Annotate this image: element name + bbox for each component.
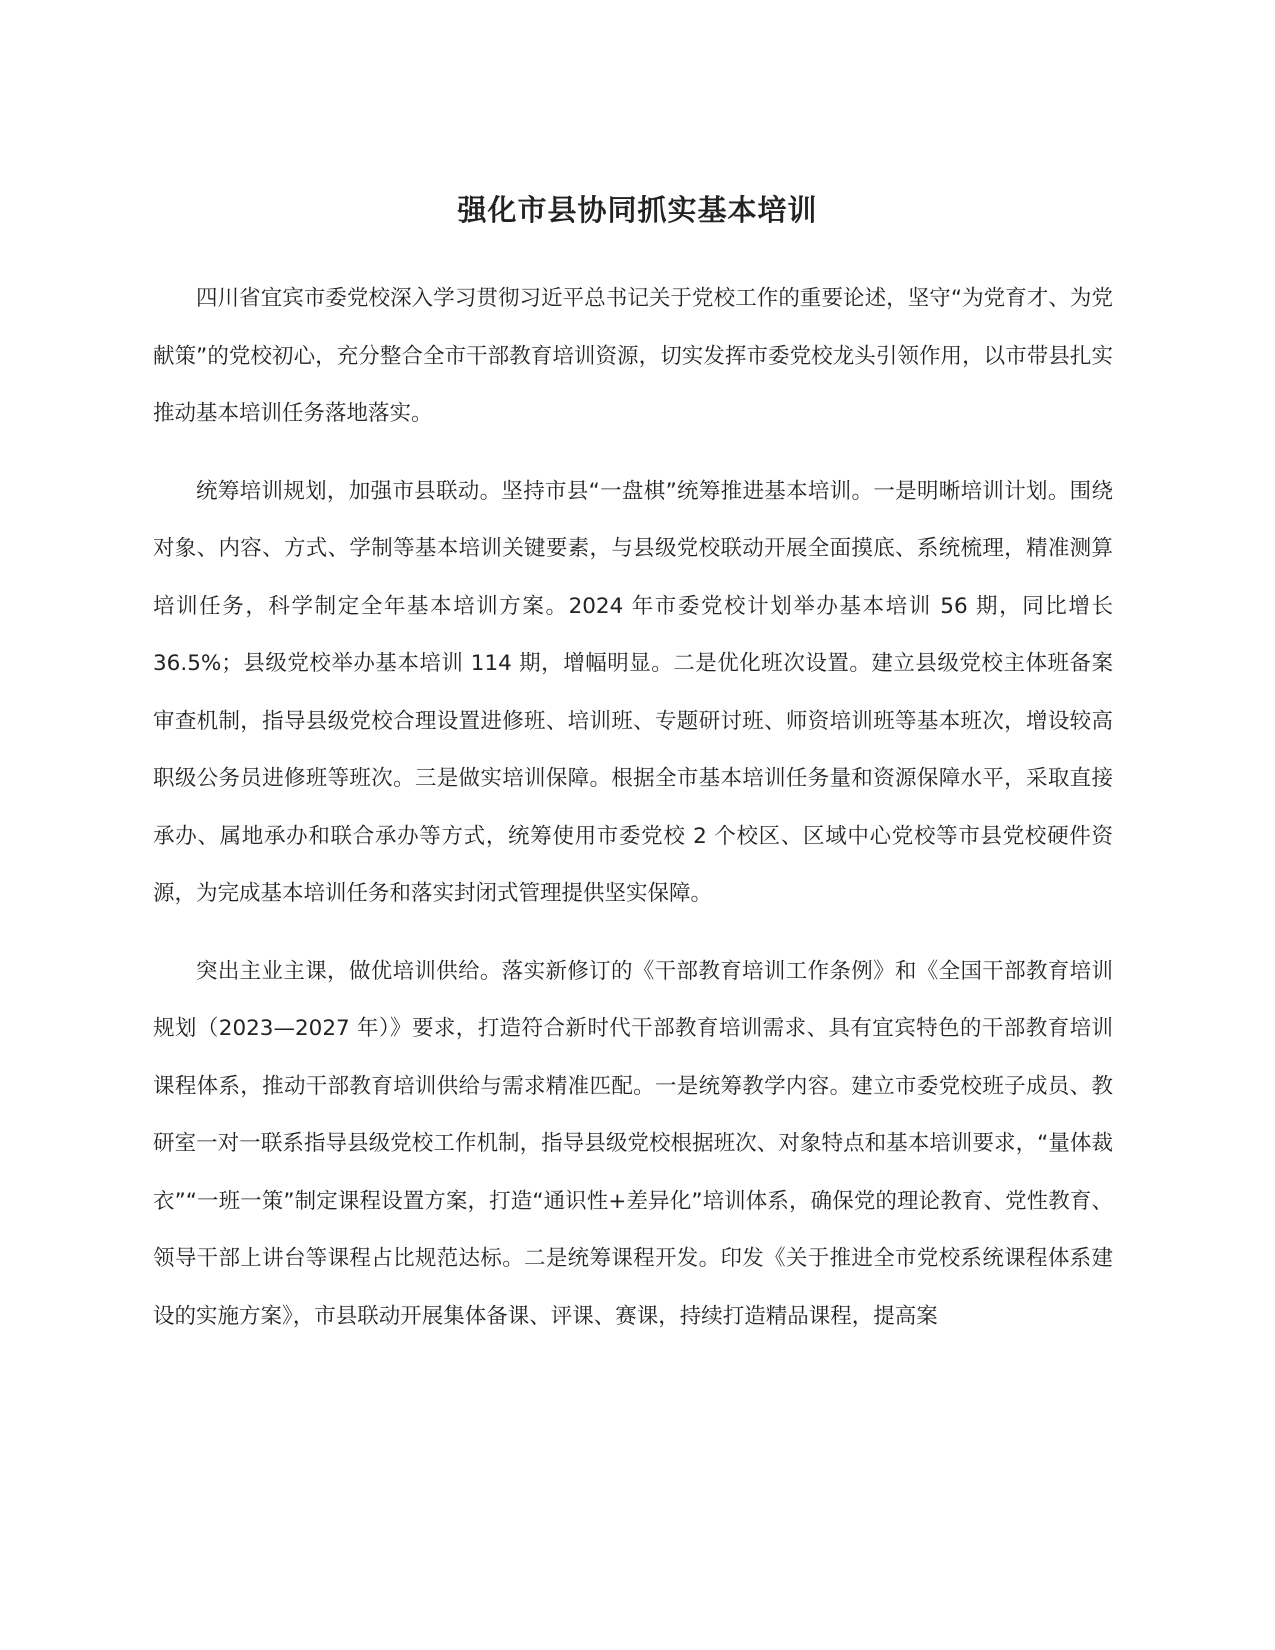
document-body bbox=[153, 270, 1113, 1365]
paragraph-curriculum: 突出主业主课，做优培训供给。落实新修订的《干部教育培训工作条例》和《全国干部教育培训规划（2023—2027 年）》要求，打造符合新时代干部教育培训需求、具有宜宾特色的干部教育培训课程体系，推动干部教育培训供给与需求精准匹配。一是统筹教学内容。建立市委党校班子成员、教研室一对一联系指导县级党校工作机制，指导县级党校根据班次、对象特点和基本培训要求，“量体裁衣”“一班一策”制定课程设置方案，打造“通识性+差异化”培训体系，确保党的理论教育、党性教育、领导干部上讲台等课程占比规范达标。二是统筹课程开发。印发《关于推进全市党校系统课程体系建设的实施方案》，市县联动开展集体备课、评课、赛课，持续打造精品课程，提高案 bbox=[153, 958, 1113, 1329]
page-title: 强化市县协同抓实基本培训 bbox=[457, 193, 818, 227]
paragraph-intro: 四川省宜宾市委党校深入学习贯彻习近平总书记关于党校工作的重要论述，坚守“为党育才、为党献策”的党校初心，充分整合全市干部教育培训资源，切实发挥市委党校龙头引领作用，以市带县扎实推动基本培训任务落地落实。 bbox=[153, 286, 1113, 426]
paragraph-planning: 统筹培训规划，加强市县联动。坚持市县“一盘棋”统筹推进基本培训。一是明晰培训计划。围绕对象、内容、方式、学制等基本培训关键要素，与县级党校联动开展全面摸底、系统梳理，精准测算培训任务，科学制定全年基本培训方案。2024 年市委党校计划举办基本培训 56 期，同比增长 36.5%；县级党校举办基本培训 114 期，增幅明显。二是优化班次设置。建立县级党校主体班备案审查机制，指导县级党校合理设置进修班、培训班、专题研讨班、师资培训班等基本班次，增设较高职级公务员进修班等班次。三是做实培训保障。根据全市基本培训任务量和资源保障水平，采取直接承办、属地承办和联合承办等方式，统筹使用市委党校 2 个校区、区域中心党校等市县党校硬件资源，为完成基本培训任务和落实封闭式管理提供坚实保障。 bbox=[153, 478, 1113, 906]
